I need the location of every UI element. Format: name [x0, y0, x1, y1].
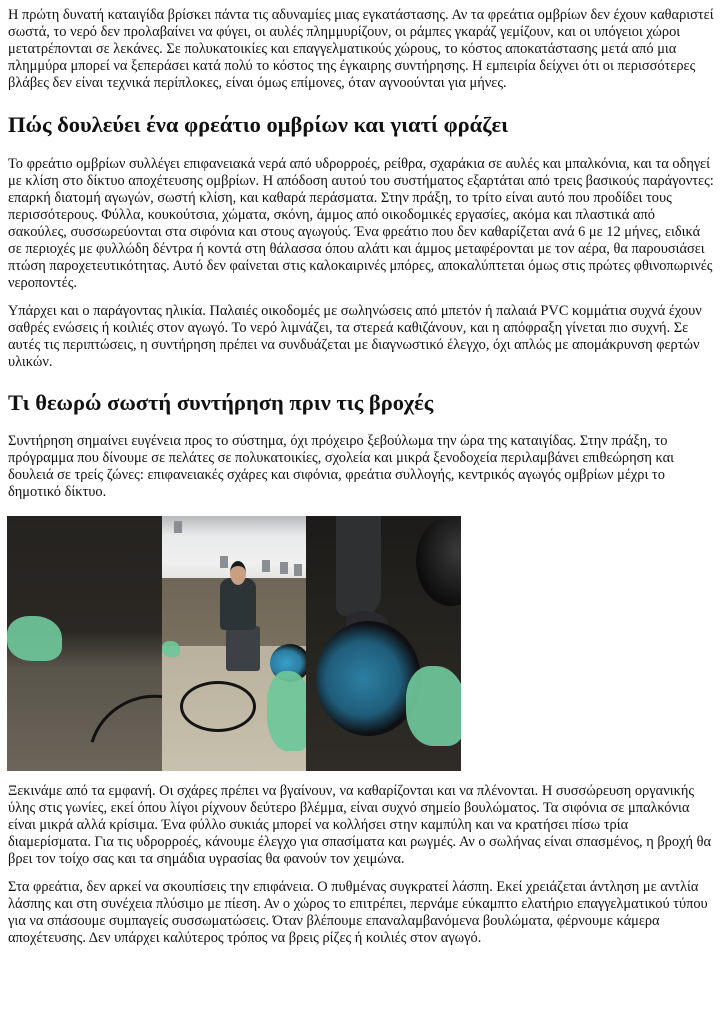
- person-legs: [226, 626, 260, 671]
- green-sack: [162, 641, 180, 657]
- paragraph-age-factor: Υπάρχει και ο παράγοντας ηλικία. Παλαιές οικοδομές με σωληνώσεις από μπετόν ή παλαιά PVC κομμάτια συχνά έχουν σαθρές ενώσεις ή κοιλιές στον αγωγό. Το νερό λιμνάζει, τα στερεά καθιζάνουν, και η απόφραξη γίνεται πιο συχνή. Σε αυτές τις περιπτώσεις, η συντήρηση πρέπει να συνδυάζεται με διαγνωστικό έλεγχο, όχι απλώς με απομάκρυνση φερτών υλικών.: [8, 303, 702, 370]
- intro-paragraph: Η πρώτη δυνατή καταιγίδα βρίσκει πάντα τις αδυναμίες μιας εγκατάστασης. Αν τα φρεάτια ομβρίων δεν έχουν καθαριστεί σωστά, το νερό δεν προλαβαίνει να φύγει, οι αυλές πλημμυρίζουν, οι ράμπες γκαράζ γεμίζουν, και οι υπόγειοι χώροι μετατρέπονται σε λεκάνες. Σε πολυκατοικίες και επαγγελματικούς χώρους, το κόστος αποκατάστασης μετά από μια πλημμύρα μπορεί να ξεπεράσει κατά πολύ το κόστος της έγκαιρης συντήρησης. Η εμπειρία δείχνει ότι οι περισσότερες βλάβες δεν είναι τεχνικά περίπλοκες, είναι όμως επίμονες, όταν αγνοούνται για μήνες.: [8, 7, 714, 91]
- photo-panel-right: [306, 516, 461, 771]
- window: [220, 556, 228, 568]
- person-leg: [336, 516, 381, 616]
- window: [280, 562, 288, 574]
- section-heading-how-it-works: Πώς δουλεύει ένα φρεάτιο ομβρίων και γιατί φράζει: [8, 112, 509, 137]
- pipe-opening: [416, 516, 461, 606]
- person-jacket: [220, 578, 256, 630]
- photo-panel-left: [7, 516, 162, 771]
- paragraph-how-it-works: Το φρεάτιο ομβρίων συλλέγει επιφανειακά νερά από υδρορροές, ρείθρα, σχαράκια σε αυλές και μπαλκόνια, και τα οδηγεί με κλίση στο δίκτυο αποχέτευσης ομβρίων. Η απόδοση αυτού του συστήματος εξαρτάται από τρεις βασικούς παράγοντες: επαρκή διατομή αγωγών, σωστή κλίση, και καθαρά περάσματα. Στην πράξη, το τρίτο είναι αυτό που προδίδει τους περισσότερους. Φύλλα, κουκούτσια, χώματα, σκόνη, άμμος από οικοδομικές εργασίες, ακόμα και πλαστικά από σακούλες, συσσωρεύονται στα σιφόνια και στους αγωγούς. Ένα φρεάτιο που δεν καθαρίζεται ανά 6 με 12 μήνες, ειδικά σε περιοχές με φυλλώδη δέντρα ή κοντά στη θάλασσα όπου αλάτι και άμμος μεταφέρονται με τον αέρα, θα παρουσιάσει πτώση παροχετευτικότητας. Αυτό δεν φαίνεται στις καλοκαιρινές μπόρες, αποκαλύπτεται όμως στις πρώτες φθινοπωρινές νεροποντές.: [8, 156, 714, 291]
- article-photo: [7, 516, 461, 771]
- green-sack: [7, 616, 62, 661]
- section-heading-maintenance: Τι θεωρώ σωστή συντήρηση πριν τις βροχές: [8, 390, 434, 415]
- paragraph-maintenance-program: Συντήρηση σημαίνει ευγένεια προς το σύστημα, όχι πρόχειρο ξεβούλωμα την ώρα της καταιγίδας. Στην πράξη, το πρόγραμμα που δίνουμε σε πελάτες σε πολυκατοικίες, σχολεία και μικρά ξενοδοχεία περιλαμβάνει επιθεώρηση και δουλειά σε τρείς ζώνες: επιφανειακές σχάρες και σιφόνια, φρεάτια συλλογής, κεντρικός αγωγός ομβρίων μέχρι το δημοτικό δίκτυο.: [8, 433, 675, 500]
- person-head: [230, 561, 246, 585]
- window: [174, 521, 182, 533]
- paragraph-grates-and-gutters: Ξεκινάμε από τα εμφανή. Οι σχάρες πρέπει να βγαίνουν, να καθαρίζονται και να πλένονται. Η συσσώρευση οργανικής ύλης στις γωνίες, εκεί όπου λίγοι ρίχνουν δεύτερο βλέμμα, είναι συχνό σημείο βουλώματος. Τα σιφόνια σε μπαλκόνια είναι μικρά αλλά κρίσιμα. Ένα φύλλο συκιάς μπορεί να κολλήσει στην καμπύλη και να κρατήσει πίσω τρία διαμερίσματα. Για τις υδρορροές, κάνουμε έλεγχο για σπασίματα και ρωγμές. Αν ο σωλήνας είναι σπασμένος, η βροχή θα βρει τον τοίχο σας και τα σημάδια υγρασίας θα φανούν τον χειμώνα.: [8, 783, 711, 867]
- paragraph-manholes-cleaning: Στα φρεάτια, δεν αρκεί να σκουπίσεις την επιφάνεια. Ο πυθμένας συγκρατεί λάσπη. Εκεί χρειάζεται άντληση με αντλία λάσπης και στη συνέχεια πλύσιμο με πίεση. Αν ο χώρος το επιτρέπει, περνάμε εύκαμπτο ελατήριο επαγγελματικού τύπου για να σπάσουμε συμπαγείς συσσωματώσεις. Όταν βλέπουμε επαναλαμβανόμενα βουλώματα, φέρνουμε κάμερα αποχέτευσης. Δεν υπάρχει καλύτερος τρόπος να βρεις ρίζες ή κοιλιές στον αγωγό.: [8, 879, 708, 946]
- hose-coil: [180, 681, 256, 732]
- window: [294, 564, 302, 576]
- photo-panel-center: [162, 516, 306, 771]
- green-sack: [406, 666, 461, 746]
- corrugated-pipe-closeup: [316, 621, 421, 736]
- window: [262, 560, 270, 572]
